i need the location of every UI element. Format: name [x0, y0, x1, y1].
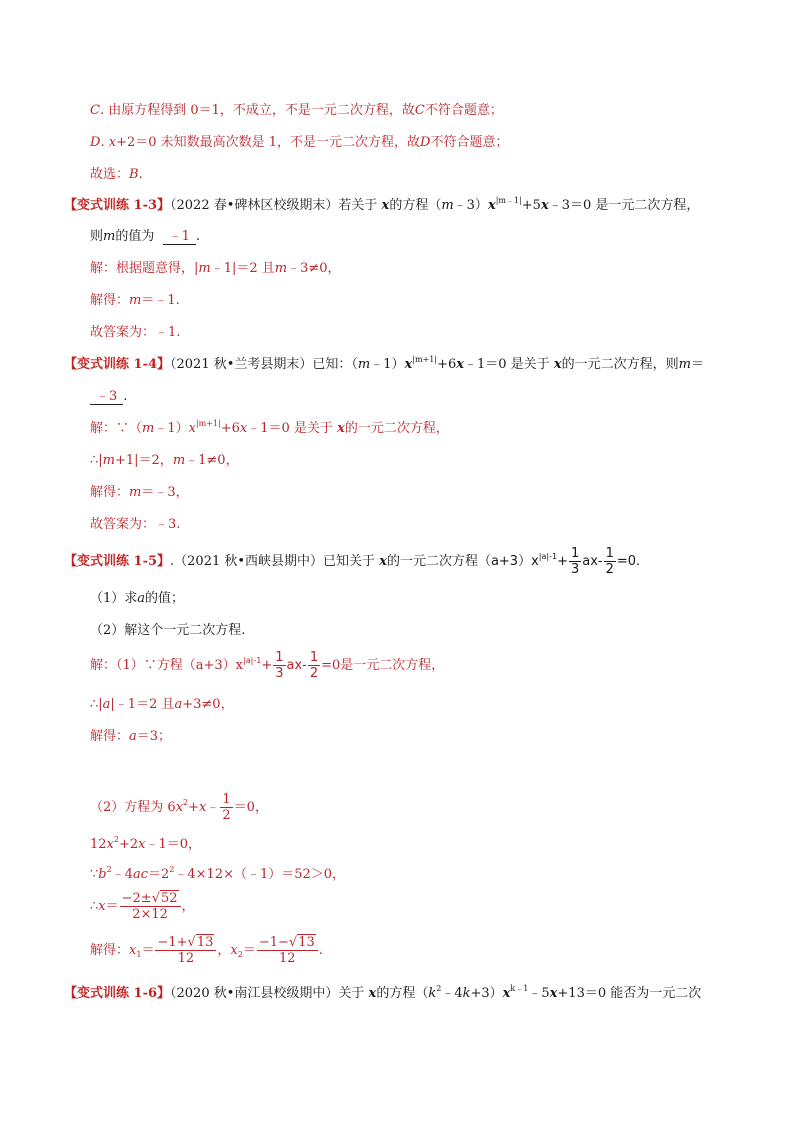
- answer-blank: ﹣3: [90, 390, 123, 405]
- answer-blank: ﹣1: [163, 230, 196, 245]
- solution-step: 故答案为：﹣3.: [90, 517, 181, 532]
- root-x1-fraction: $\frac{-1+√13}{12}$: [155, 935, 216, 966]
- solution-step: 解得：m＝﹣3，: [90, 485, 189, 500]
- solution-step: ∴|m+1|＝2，m﹣1≠0，: [90, 453, 239, 468]
- fraction-one-half: $\frac{1}{2}$: [222, 792, 231, 823]
- discriminant-step: $\because b^2﹣4ac=2^2﹣4\times 12\times(﹣1)=52>0$，: [90, 865, 346, 882]
- root-fraction: $\frac{-2\pm√52}{2\times 12}$: [120, 891, 181, 922]
- roots-solution: 解得：$x_1=$ $\frac{-1+√13}{12}$ ，$x_2=$ $\frac{-1-√13}{12}$ .: [90, 935, 323, 966]
- solution-step: 解得：m＝﹣1.: [90, 293, 180, 308]
- solution-step: 解：根据题意得，|m﹣1|＝2 且m﹣3≠0，: [90, 261, 341, 276]
- exercise-1-5-question: 【变式训练 1-5】.（2021 秋•西峡县期中）已知关于 x的一元二次方程$(a+3)x^{|a|-1}+$ $\frac{1}{3}$ ax- $\frac{1}{2}$ =0.: [64, 546, 641, 577]
- exercise-1-6-question: 【变式训练 1-6】（2020 秋•南江县校级期中）关于 x的方程$(k^2﹣4k+3)x^{k﹣1}﹣5x+13=0$ 能否为一元二次: [64, 984, 702, 1001]
- fraction-one-third: $\frac{1}{3}$: [570, 546, 580, 577]
- solution-step: $12x^2+2x﹣1=0$，: [90, 835, 202, 852]
- answer-choice: 故选：B.: [90, 167, 143, 182]
- solution-step: 解得：a＝3；: [90, 729, 172, 744]
- exercise-1-3-question-cont: 则m的值为 ﹣1 .: [90, 229, 201, 244]
- question-part-2: （2）解这个一元二次方程.: [90, 623, 246, 638]
- exercise-1-3-question: 【变式训练 1-3】（2022 春•碑林区校级期末）若关于 x的方程$(m﹣3)x^{|m﹣1|}+5x﹣3=0$ 是一元二次方程，: [64, 196, 700, 213]
- exercise-tag: 【变式训练 1-6】: [64, 986, 171, 1001]
- solution-step: ∴|a|﹣1＝2 且a+3≠0，: [90, 697, 234, 712]
- exercise-1-4-question: 【变式训练 1-4】（2021 秋•兰考县期末）已知：$(m﹣1)x^{|m+1|}+6x﹣1=0$ 是关于 x的一元二次方程，则m＝: [64, 355, 704, 372]
- exercise-tag: 【变式训练 1-5】: [64, 554, 171, 569]
- quadratic-formula-step: ∴x＝ $\frac{-2\pm√52}{2\times 12}$ ，: [90, 891, 195, 922]
- exercise-1-4-answer: ﹣3 .: [90, 388, 127, 406]
- fraction-one-half: $\frac{1}{2}$: [605, 546, 614, 577]
- solution-step: 解：$\because(m﹣1)x^{|m+1|}+6x﹣1=0$ 是关于 x的一元二次方程，: [90, 419, 449, 436]
- question-part-1: （1）求a的值；: [90, 591, 185, 606]
- root-x2-fraction: $\frac{-1-√13}{12}$: [257, 935, 318, 966]
- fraction-one-third: $\frac{1}{3}$: [275, 650, 284, 681]
- exercise-tag: 【变式训练 1-3】: [64, 198, 171, 213]
- option-c-explanation: C. 由原方程得到 0＝1，不成立，不是一元二次方程，故C不符合题意；: [90, 103, 503, 118]
- solution-step: 故答案为：﹣1.: [90, 325, 181, 340]
- solution-step: （2）方程为 $6x^2+x﹣$ $\frac{1}{2}$ ＝0，: [90, 792, 268, 823]
- option-d-explanation: D. x+2＝0 未知数最高次数是 1，不是一元二次方程，故D不符合题意；: [90, 135, 509, 150]
- exercise-tag: 【变式训练 1-4】: [64, 357, 171, 372]
- solution-step: 解：（1）∵方程$(a+3)x^{|a|-1}+$ $\frac{1}{3}$ ax- $\frac{1}{2}$ =0是一元二次方程，: [90, 650, 445, 681]
- fraction-one-half: $\frac{1}{2}$: [309, 650, 319, 681]
